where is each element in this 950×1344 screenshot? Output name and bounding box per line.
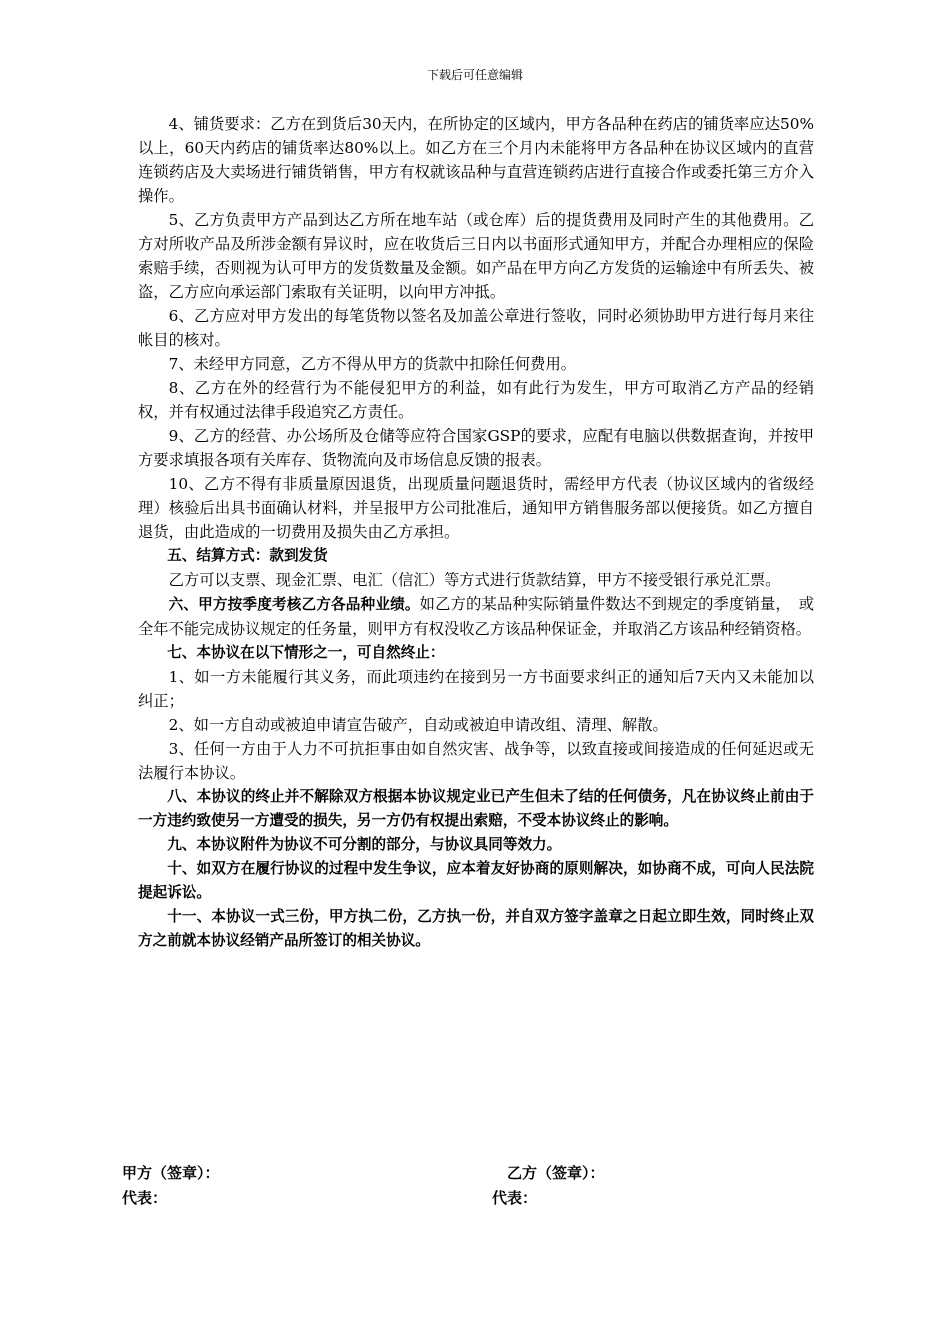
clause-10: 10、乙方不得有非质量原因退货，出现质量问题退货时，需经甲方代表（协议区域内的省级经理）核验后出具书面确认材料，并呈报甲方公司批准后，通知甲方销售服务部以便接货。如乙方擅自退货，由此造成的一切费用及损失由乙方承担。 [138,475,814,541]
clause-4: 4、铺货要求：乙方在到货后30天内，在所协定的区域内，甲方各品种在药店的铺货率应达50%以上，60天内药店的铺货率达80%以上。如乙方在三个月内未能将甲方各品种在协议区域内的直营连锁药店及大卖场进行铺货销售，甲方有权就该品种与直营连锁药店进行直接合作或委托第三方介入操作。 [138,115,814,205]
party-a-signature-label: 甲方（签章）： [122,1164,220,1182]
party-a-representative-label: 代表： [122,1189,168,1207]
section-7-title: 七、本协议在以下情形之一，可自然终止： [167,644,445,661]
section-7-item-2: 2、如一方自动或被迫申请宣告破产，自动或被迫申请改组、清理、解散。 [168,716,668,734]
section-8: 八、本协议的终止并不解除双方根据本协议规定业已产生但未了结的任何债务，凡在协议终止前由于一方违约致使另一方遭受的损失，另一方仍有权提出索赔，不受本协议终止的影响。 [138,788,814,829]
section-9: 九、本协议附件为协议不可分割的部分，与协议具同等效力。 [167,836,562,853]
section-10: 十、如双方在履行协议的过程中发生争议，应本着友好协商的原则解决，如协商不成，可向人民法院提起诉讼。 [138,860,814,901]
section-7-item-1: 1、如一方未能履行其义务，而此项违约在接到另一方书面要求纠正的通知后7天内又未能加以纠正； [138,668,814,710]
party-b-representative-label: 代表： [492,1189,538,1207]
clause-6: 6、乙方应对甲方发出的每笔货物以签名及加盖公章进行签收，同时必须协助甲方进行每月来往帐目的核对。 [138,307,814,349]
section-6 [138,592,814,641]
contract-body [138,112,814,953]
clause-9: 9、乙方的经营、办公场所及仓储等应符合国家GSP的要求，应配有电脑以供数据查询，并按甲方要求填报各项有关库存、货物流向及市场信息反馈的报表。 [138,427,814,469]
section-6-body: 如乙方的某品种实际销量件数达不到规定的季度销量， 或全年不能完成协议规定的任务量，则甲方有权没收乙方该品种保证金，并取消乙方该品种经销资格。 [138,595,814,638]
section-5-body: 乙方可以支票、现金汇票、电汇（信汇）等方式进行货款结算，甲方不接受银行承兑汇票。 [168,571,781,589]
party-b-signature-label: 乙方（签章）： [507,1164,605,1182]
section-6-title: 六、甲方按季度考核乙方各品种业绩。 [168,596,420,613]
page-header-note: 下载后可任意编辑 [426,68,523,82]
clause-7: 7、未经甲方同意，乙方不得从甲方的货款中扣除任何费用。 [168,355,577,373]
section-7-item-3: 3、任何一方由于人力不可抗拒事由如自然灾害、战争等，以致直接或间接造成的任何延迟或无法履行本协议。 [138,740,814,782]
section-5-title: 五、结算方式：款到发货 [167,547,328,564]
clause-5: 5、乙方负责甲方产品到达乙方所在地车站（或仓库）后的提货费用及同时产生的其他费用。乙方对所收产品及所涉金额有异议时，应在收货后三日内以书面形式通知甲方，并配合办理相应的保险索赔手续，否则视为认可甲方的发货数量及金额。如产品在甲方向乙方发货的运输途中有所丢失、被盗，乙方应向承运部门索取有关证明，以向甲方冲抵。 [138,211,814,301]
section-11: 十一、本协议一式三份，甲方执二份，乙方执一份，并自双方签字盖章之日起立即生效，同时终止双方之前就本协议经销产品所签订的相关协议。 [138,908,814,949]
clause-8: 8、乙方在外的经营行为不能侵犯甲方的利益，如有此行为发生，甲方可取消乙方产品的经销权，并有权通过法律手段追究乙方责任。 [138,379,814,421]
